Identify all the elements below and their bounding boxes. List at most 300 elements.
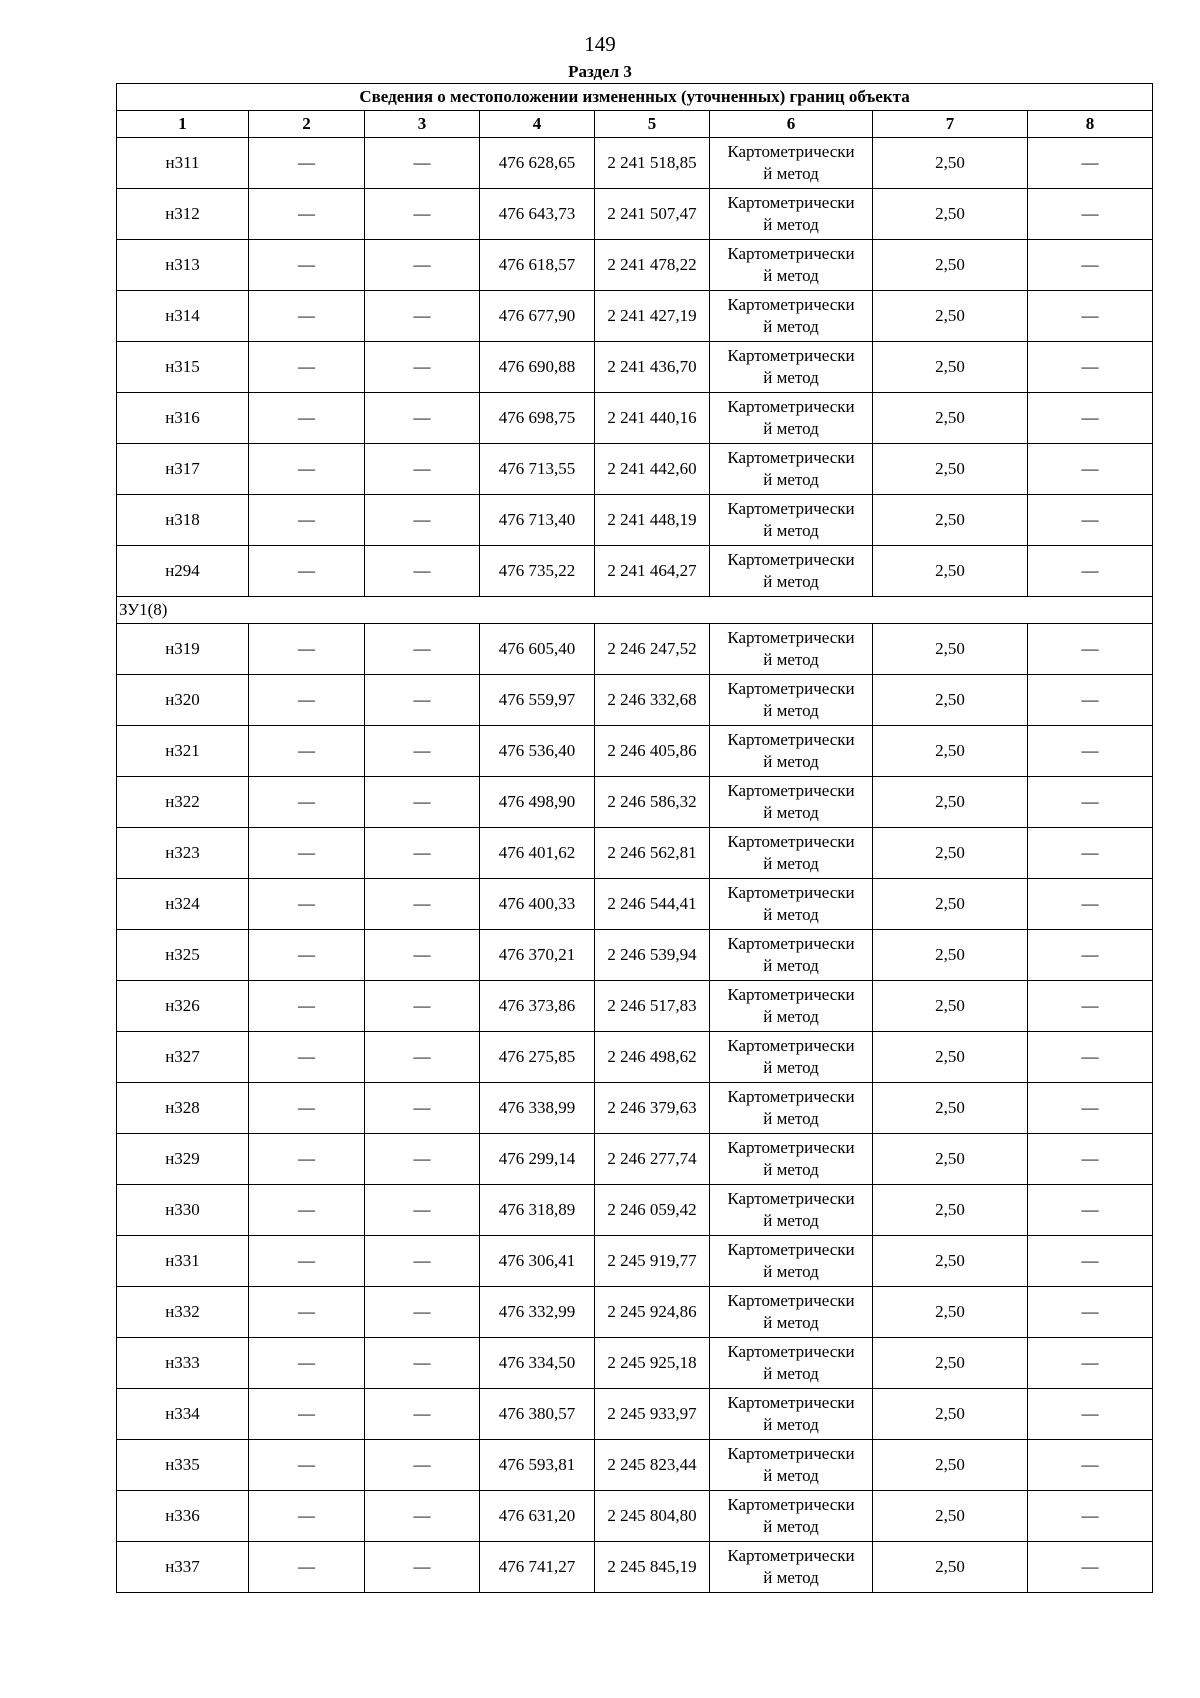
table-row [117, 1338, 1153, 1389]
method-cell [710, 1134, 873, 1185]
x-coordinate: 476 735,22 [480, 546, 595, 597]
column-header: 7 [873, 111, 1028, 138]
accuracy-value: 2,50 [873, 675, 1028, 726]
y-coordinate: 2 246 586,32 [595, 777, 710, 828]
point-name: н334 [117, 1389, 249, 1440]
y-coordinate: 2 245 823,44 [595, 1440, 710, 1491]
col3-value: — [365, 1389, 480, 1440]
col3-value: — [365, 981, 480, 1032]
accuracy-value: 2,50 [873, 546, 1028, 597]
y-coordinate: 2 246 517,83 [595, 981, 710, 1032]
table-row [117, 1440, 1153, 1491]
method-line-2: й метод [763, 752, 819, 771]
table-row [117, 444, 1153, 495]
method-line-1: Картометрически [727, 934, 855, 953]
col3-value: — [365, 828, 480, 879]
col3-value: — [365, 495, 480, 546]
point-name: н335 [117, 1440, 249, 1491]
col2-value: — [249, 444, 365, 495]
col2-value: — [249, 879, 365, 930]
point-name: н327 [117, 1032, 249, 1083]
accuracy-value: 2,50 [873, 1134, 1028, 1185]
method-cell [710, 189, 873, 240]
col2-value: — [249, 1491, 365, 1542]
accuracy-value: 2,50 [873, 1338, 1028, 1389]
table-row [117, 1389, 1153, 1440]
accuracy-value: 2,50 [873, 189, 1028, 240]
method-line-1: Картометрически [727, 244, 855, 263]
column-header: 6 [710, 111, 873, 138]
col8-value: — [1028, 1491, 1153, 1542]
col3-value: — [365, 726, 480, 777]
method-cell [710, 444, 873, 495]
col8-value: — [1028, 393, 1153, 444]
method-cell [710, 879, 873, 930]
y-coordinate: 2 245 919,77 [595, 1236, 710, 1287]
accuracy-value: 2,50 [873, 138, 1028, 189]
x-coordinate: 476 605,40 [480, 624, 595, 675]
method-cell [710, 624, 873, 675]
method-line-2: й метод [763, 1568, 819, 1587]
method-line-1: Картометрически [727, 1189, 855, 1208]
point-name: н317 [117, 444, 249, 495]
method-line-2: й метод [763, 1262, 819, 1281]
col2-value: — [249, 546, 365, 597]
x-coordinate: 476 713,40 [480, 495, 595, 546]
accuracy-value: 2,50 [873, 444, 1028, 495]
x-coordinate: 476 559,97 [480, 675, 595, 726]
method-cell [710, 1491, 873, 1542]
method-line-1: Картометрически [727, 346, 855, 365]
y-coordinate: 2 241 442,60 [595, 444, 710, 495]
accuracy-value: 2,50 [873, 1389, 1028, 1440]
page-number: 149 [584, 32, 616, 56]
method-line-2: й метод [763, 317, 819, 336]
method-line-1: Картометрически [727, 448, 855, 467]
col8-value: — [1028, 342, 1153, 393]
table-row [117, 240, 1153, 291]
point-name: н311 [117, 138, 249, 189]
method-line-1: Картометрически [727, 1546, 855, 1565]
column-header: 4 [480, 111, 595, 138]
x-coordinate: 476 318,89 [480, 1185, 595, 1236]
y-coordinate: 2 241 448,19 [595, 495, 710, 546]
y-coordinate: 2 245 933,97 [595, 1389, 710, 1440]
col2-value: — [249, 675, 365, 726]
col8-value: — [1028, 879, 1153, 930]
col3-value: — [365, 624, 480, 675]
method-line-2: й метод [763, 1007, 819, 1026]
col3-value: — [365, 291, 480, 342]
col8-value: — [1028, 777, 1153, 828]
method-line-2: й метод [763, 164, 819, 183]
col2-value: — [249, 1287, 365, 1338]
point-name: н316 [117, 393, 249, 444]
accuracy-value: 2,50 [873, 828, 1028, 879]
x-coordinate: 476 618,57 [480, 240, 595, 291]
point-name: н331 [117, 1236, 249, 1287]
method-line-1: Картометрически [727, 679, 855, 698]
accuracy-value: 2,50 [873, 879, 1028, 930]
x-coordinate: 476 373,86 [480, 981, 595, 1032]
method-line-2: й метод [763, 521, 819, 540]
method-line-2: й метод [763, 905, 819, 924]
col2-value: — [249, 1032, 365, 1083]
col3-value: — [365, 1440, 480, 1491]
table-row [117, 879, 1153, 930]
x-coordinate: 476 275,85 [480, 1032, 595, 1083]
method-cell [710, 291, 873, 342]
method-line-1: Картометрически [727, 1444, 855, 1463]
method-line-1: Картометрически [727, 1495, 855, 1514]
x-coordinate: 476 628,65 [480, 138, 595, 189]
col3-value: — [365, 342, 480, 393]
y-coordinate: 2 246 059,42 [595, 1185, 710, 1236]
table-row [117, 1032, 1153, 1083]
point-name: н328 [117, 1083, 249, 1134]
col8-value: — [1028, 189, 1153, 240]
method-cell [710, 726, 873, 777]
method-line-1: Картометрически [727, 1342, 855, 1361]
y-coordinate: 2 241 478,22 [595, 240, 710, 291]
method-line-1: Картометрически [727, 142, 855, 161]
col8-value: — [1028, 930, 1153, 981]
point-name: н337 [117, 1542, 249, 1593]
point-name: н330 [117, 1185, 249, 1236]
section-title: Раздел 3 [568, 62, 632, 81]
method-line-1: Картометрически [727, 1036, 855, 1055]
table-row [117, 981, 1153, 1032]
y-coordinate: 2 246 498,62 [595, 1032, 710, 1083]
point-name: н332 [117, 1287, 249, 1338]
method-line-2: й метод [763, 1313, 819, 1332]
group-row [117, 597, 1153, 624]
col2-value: — [249, 981, 365, 1032]
y-coordinate: 2 246 405,86 [595, 726, 710, 777]
x-coordinate: 476 690,88 [480, 342, 595, 393]
column-header-row [117, 111, 1153, 138]
accuracy-value: 2,50 [873, 777, 1028, 828]
method-cell [710, 777, 873, 828]
method-cell [710, 1338, 873, 1389]
table-row [117, 777, 1153, 828]
col2-value: — [249, 1236, 365, 1287]
col8-value: — [1028, 240, 1153, 291]
col8-value: — [1028, 291, 1153, 342]
table-title: Сведения о местоположении измененных (уточненных) границ объекта [117, 84, 1153, 111]
group-label: ЗУ1(8) [117, 597, 1153, 624]
col3-value: — [365, 1491, 480, 1542]
col3-value: — [365, 879, 480, 930]
method-line-1: Картометрически [727, 1138, 855, 1157]
y-coordinate: 2 246 539,94 [595, 930, 710, 981]
method-cell [710, 546, 873, 597]
method-cell [710, 1287, 873, 1338]
method-line-1: Картометрически [727, 781, 855, 800]
col8-value: — [1028, 1185, 1153, 1236]
accuracy-value: 2,50 [873, 1491, 1028, 1542]
method-line-2: й метод [763, 1160, 819, 1179]
coordinates-table [116, 83, 1153, 1593]
table-row [117, 726, 1153, 777]
col3-value: — [365, 138, 480, 189]
method-cell [710, 393, 873, 444]
table-row [117, 1185, 1153, 1236]
col2-value: — [249, 138, 365, 189]
x-coordinate: 476 334,50 [480, 1338, 595, 1389]
method-line-1: Картометрически [727, 1240, 855, 1259]
accuracy-value: 2,50 [873, 495, 1028, 546]
point-name: н312 [117, 189, 249, 240]
x-coordinate: 476 370,21 [480, 930, 595, 981]
y-coordinate: 2 246 277,74 [595, 1134, 710, 1185]
col8-value: — [1028, 546, 1153, 597]
column-header: 3 [365, 111, 480, 138]
table-row [117, 393, 1153, 444]
y-coordinate: 2 246 562,81 [595, 828, 710, 879]
x-coordinate: 476 332,99 [480, 1287, 595, 1338]
x-coordinate: 476 713,55 [480, 444, 595, 495]
point-name: н315 [117, 342, 249, 393]
point-name: н320 [117, 675, 249, 726]
table-row [117, 342, 1153, 393]
accuracy-value: 2,50 [873, 1236, 1028, 1287]
method-cell [710, 981, 873, 1032]
point-name: н323 [117, 828, 249, 879]
accuracy-value: 2,50 [873, 1083, 1028, 1134]
table-row [117, 930, 1153, 981]
x-coordinate: 476 593,81 [480, 1440, 595, 1491]
col2-value: — [249, 342, 365, 393]
col2-value: — [249, 1185, 365, 1236]
method-line-2: й метод [763, 1364, 819, 1383]
col8-value: — [1028, 495, 1153, 546]
col3-value: — [365, 675, 480, 726]
col3-value: — [365, 1134, 480, 1185]
method-line-2: й метод [763, 1058, 819, 1077]
accuracy-value: 2,50 [873, 1287, 1028, 1338]
method-line-1: Картометрически [727, 550, 855, 569]
table-row [117, 291, 1153, 342]
method-line-1: Картометрически [727, 499, 855, 518]
table-row [117, 828, 1153, 879]
method-line-2: й метод [763, 419, 819, 438]
col8-value: — [1028, 138, 1153, 189]
point-name: н333 [117, 1338, 249, 1389]
col2-value: — [249, 1440, 365, 1491]
col2-value: — [249, 189, 365, 240]
column-header: 8 [1028, 111, 1153, 138]
col2-value: — [249, 930, 365, 981]
col2-value: — [249, 495, 365, 546]
method-cell [710, 828, 873, 879]
x-coordinate: 476 631,20 [480, 1491, 595, 1542]
col2-value: — [249, 828, 365, 879]
col3-value: — [365, 1185, 480, 1236]
table-row [117, 1491, 1153, 1542]
col8-value: — [1028, 624, 1153, 675]
table-row [117, 1236, 1153, 1287]
col3-value: — [365, 546, 480, 597]
y-coordinate: 2 246 544,41 [595, 879, 710, 930]
method-line-1: Картометрически [727, 193, 855, 212]
col8-value: — [1028, 726, 1153, 777]
col8-value: — [1028, 828, 1153, 879]
y-coordinate: 2 245 925,18 [595, 1338, 710, 1389]
x-coordinate: 476 338,99 [480, 1083, 595, 1134]
col3-value: — [365, 189, 480, 240]
method-line-2: й метод [763, 215, 819, 234]
x-coordinate: 476 380,57 [480, 1389, 595, 1440]
col2-value: — [249, 291, 365, 342]
method-line-1: Картометрически [727, 1291, 855, 1310]
accuracy-value: 2,50 [873, 624, 1028, 675]
x-coordinate: 476 536,40 [480, 726, 595, 777]
x-coordinate: 476 643,73 [480, 189, 595, 240]
column-header: 2 [249, 111, 365, 138]
point-name: н319 [117, 624, 249, 675]
method-cell [710, 1389, 873, 1440]
method-line-2: й метод [763, 1211, 819, 1230]
col2-value: — [249, 1542, 365, 1593]
col8-value: — [1028, 1389, 1153, 1440]
accuracy-value: 2,50 [873, 393, 1028, 444]
method-line-1: Картометрически [727, 730, 855, 749]
table-row [117, 495, 1153, 546]
table-row [117, 624, 1153, 675]
method-line-1: Картометрически [727, 295, 855, 314]
col8-value: — [1028, 1134, 1153, 1185]
table-row [117, 138, 1153, 189]
method-cell [710, 675, 873, 726]
point-name: н326 [117, 981, 249, 1032]
x-coordinate: 476 741,27 [480, 1542, 595, 1593]
method-cell [710, 1542, 873, 1593]
method-cell [710, 495, 873, 546]
method-line-1: Картометрически [727, 1393, 855, 1412]
col2-value: — [249, 624, 365, 675]
col3-value: — [365, 393, 480, 444]
y-coordinate: 2 241 436,70 [595, 342, 710, 393]
col8-value: — [1028, 675, 1153, 726]
method-line-2: й метод [763, 1517, 819, 1536]
col3-value: — [365, 1236, 480, 1287]
method-cell [710, 1236, 873, 1287]
accuracy-value: 2,50 [873, 726, 1028, 777]
col2-value: — [249, 393, 365, 444]
y-coordinate: 2 245 804,80 [595, 1491, 710, 1542]
point-name: н321 [117, 726, 249, 777]
col2-value: — [249, 240, 365, 291]
method-line-2: й метод [763, 1109, 819, 1128]
col8-value: — [1028, 1236, 1153, 1287]
method-line-1: Картометрически [727, 1087, 855, 1106]
col8-value: — [1028, 1287, 1153, 1338]
col8-value: — [1028, 444, 1153, 495]
col8-value: — [1028, 981, 1153, 1032]
method-line-1: Картометрически [727, 628, 855, 647]
x-coordinate: 476 401,62 [480, 828, 595, 879]
col3-value: — [365, 1287, 480, 1338]
col8-value: — [1028, 1338, 1153, 1389]
x-coordinate: 476 400,33 [480, 879, 595, 930]
method-line-1: Картометрически [727, 832, 855, 851]
accuracy-value: 2,50 [873, 291, 1028, 342]
y-coordinate: 2 241 507,47 [595, 189, 710, 240]
method-cell [710, 138, 873, 189]
x-coordinate: 476 498,90 [480, 777, 595, 828]
method-line-2: й метод [763, 368, 819, 387]
col3-value: — [365, 240, 480, 291]
point-name: н336 [117, 1491, 249, 1542]
method-cell [710, 1032, 873, 1083]
x-coordinate: 476 677,90 [480, 291, 595, 342]
method-line-2: й метод [763, 956, 819, 975]
method-line-2: й метод [763, 701, 819, 720]
table-row [117, 546, 1153, 597]
method-line-1: Картометрически [727, 397, 855, 416]
accuracy-value: 2,50 [873, 1185, 1028, 1236]
point-name: н314 [117, 291, 249, 342]
y-coordinate: 2 241 464,27 [595, 546, 710, 597]
col3-value: — [365, 1338, 480, 1389]
accuracy-value: 2,50 [873, 930, 1028, 981]
x-coordinate: 476 698,75 [480, 393, 595, 444]
method-line-2: й метод [763, 1466, 819, 1485]
col3-value: — [365, 1083, 480, 1134]
point-name: н329 [117, 1134, 249, 1185]
col2-value: — [249, 777, 365, 828]
method-line-2: й метод [763, 470, 819, 489]
method-line-2: й метод [763, 572, 819, 591]
point-name: н318 [117, 495, 249, 546]
method-cell [710, 1185, 873, 1236]
accuracy-value: 2,50 [873, 981, 1028, 1032]
table-row [117, 1083, 1153, 1134]
accuracy-value: 2,50 [873, 240, 1028, 291]
method-line-2: й метод [763, 854, 819, 873]
method-cell [710, 930, 873, 981]
method-cell [710, 1440, 873, 1491]
method-line-2: й метод [763, 266, 819, 285]
point-name: н313 [117, 240, 249, 291]
y-coordinate: 2 241 518,85 [595, 138, 710, 189]
table-row [117, 189, 1153, 240]
col2-value: — [249, 1083, 365, 1134]
method-cell [710, 342, 873, 393]
accuracy-value: 2,50 [873, 342, 1028, 393]
method-cell [710, 1083, 873, 1134]
col3-value: — [365, 1542, 480, 1593]
col3-value: — [365, 930, 480, 981]
y-coordinate: 2 246 332,68 [595, 675, 710, 726]
col2-value: — [249, 1134, 365, 1185]
col3-value: — [365, 777, 480, 828]
method-line-2: й метод [763, 803, 819, 822]
y-coordinate: 2 246 379,63 [595, 1083, 710, 1134]
col8-value: — [1028, 1032, 1153, 1083]
y-coordinate: 2 241 427,19 [595, 291, 710, 342]
x-coordinate: 476 306,41 [480, 1236, 595, 1287]
table-row [117, 1542, 1153, 1593]
method-cell [710, 240, 873, 291]
table-row [117, 1287, 1153, 1338]
col8-value: — [1028, 1083, 1153, 1134]
y-coordinate: 2 245 924,86 [595, 1287, 710, 1338]
point-name: н325 [117, 930, 249, 981]
point-name: н322 [117, 777, 249, 828]
point-name: н324 [117, 879, 249, 930]
